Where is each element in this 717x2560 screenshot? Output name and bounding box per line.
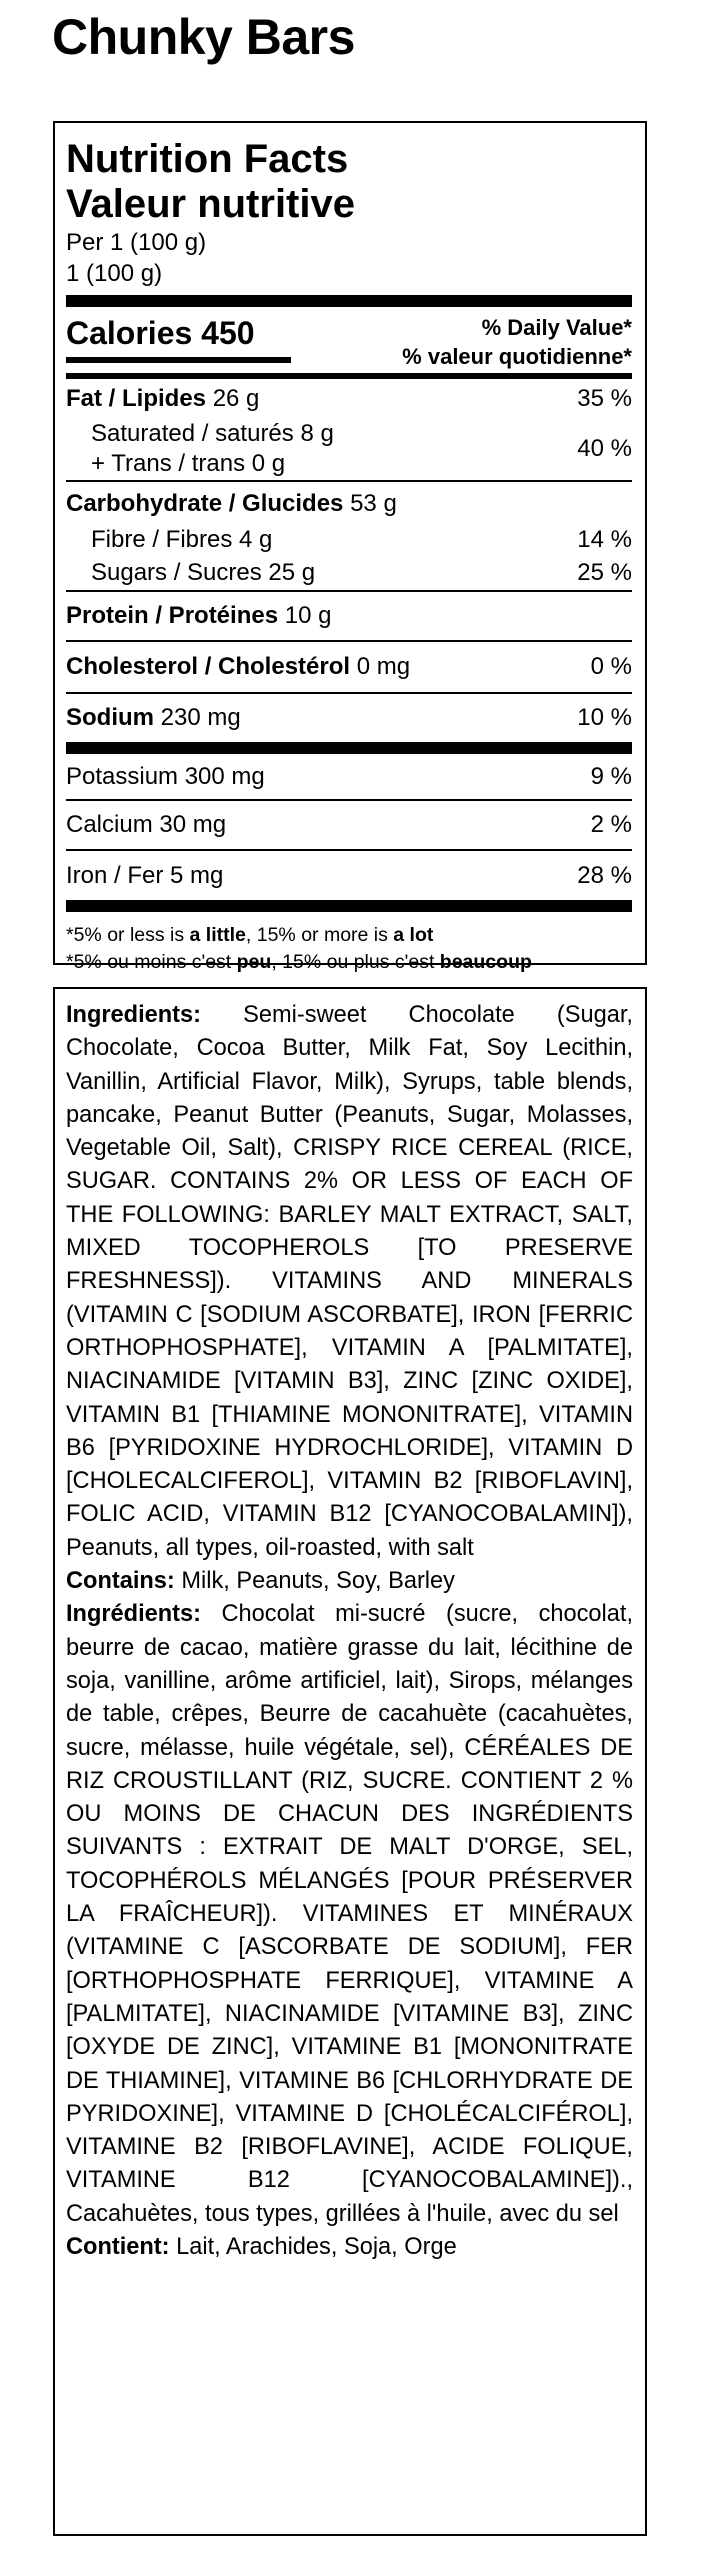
calcium-pct: 2 % [590,811,632,838]
nutrient-row-cholesterol [66,642,632,692]
cholesterol-pct: 0 % [590,653,632,680]
contains-fr [66,2231,633,2264]
ingredients-fr [66,1598,633,2231]
contains-fr-text: Lait, Arachides, Soja, Orge [169,2233,457,2260]
divider-thick [66,900,632,912]
contains-en-text: Milk, Peanuts, Soy, Barley [174,1568,455,1595]
potassium-label: Potassium 300 mg [66,762,265,790]
nutrition-facts-title-fr: Valeur nutritive [66,182,355,226]
nutrient-row-fibre [66,524,632,556]
product-title: Chunky Bars [52,9,355,65]
fat-label: Fat / Lipides [66,384,207,412]
nutrient-row-sugars [66,556,632,590]
daily-value-header-en: % Daily Value* [481,315,632,340]
nutrient-row-fat [66,379,632,418]
sodium-amount: 230 mg [160,704,241,731]
potassium-pct: 9 % [590,762,632,790]
calcium-label: Calcium 30 mg [66,811,227,838]
fibre-label: Fibre / Fibres 4 g [91,526,273,553]
serving-size-alt: 1 (100 g) [66,260,163,287]
saturated-label: Saturated / saturés 8 g [91,420,334,447]
nutrition-facts-title-en: Nutrition Facts [66,137,349,181]
iron-label: Iron / Fer 5 mg [66,861,224,889]
footnote-fr: *5% ou moins c'est peu, 15% ou plus c'est beaucoup [66,951,532,973]
serving-size: Per 1 (100 g) [66,229,207,256]
contains-en-label: Contains: [66,1568,175,1595]
calories-label: Calories 450 [66,315,255,351]
ingredients-en [66,999,633,1565]
fat-pct: 35 % [577,384,632,412]
nutrient-row-potassium [66,754,632,799]
sodium-label: Sodium [66,704,154,731]
trans-label: + Trans / trans 0 g [91,450,286,477]
divider-thick [66,742,632,754]
footnote-en: *5% or less is a little, 15% or more is a lot [66,924,434,946]
nutrition-facts-panel [53,121,647,973]
nutrient-row-saturated [66,418,632,480]
daily-value-header-fr: % valeur quotidienne* [402,344,632,369]
cholesterol-label: Cholesterol / Cholestérol [66,653,351,680]
ingredients-fr-label: Ingrédients: [66,1601,202,1628]
sugars-pct: 25 % [577,559,632,586]
nutrient-row-sodium [66,694,632,742]
ingredients-fr-text: Chocolat mi-sucré (sucre, chocolat, beurre de cacao, matière grasse du lait, lécithine de soja, vanilline, arôme artificiel, lait), Sirops, mélanges de table, crêpes, Beurre de cacahuète (cacahuètes, sucre, mélasse, huile végétale, sel), CÉRÉALES DE RIZ CROUSTILLANT (RIZ, SUCRE. CONTIENT 2 % OU MOINS DE CHACUN DES INGRÉDIENTS SUIVANTS : EXTRAIT DE MALT D'ORGE, SEL, TOCOPHÉROLS MÉLANGÉS [POUR PRÉSERVER LA FRAÎCHEUR]). VITAMINES ET MINÉRAUX (VITAMINE C [ASCORBATE DE SODIUM], FER [ORTHOPHOSPHATE FERRIQUE], VITAMINE A [PALMITATE], NIACINAMIDE [VITAMINE B3], ZINC [OXYDE DE ZINC], VITAMINE B1 [MONONITRATE DE THIAMINE], VITAMINE B6 [CHLORHYDRATE DE PYRIDOXINE], VITAMINE D [CHOLÉCALCIFÉROL], VITAMINE B2 [RIBOFLAVINE], ACIDE FOLIQUE, VITAMINE B12 [CYANOCOBALAMINE])., Cacahuètes, tous types, grillées à l'huile, avec du sel [66,1601,633,2227]
contains-fr-label: Contient: [66,2233,170,2260]
ingredients-en-text: Semi-sweet Chocolate (Sugar, Chocolate, Cocoa Butter, Milk Fat, Soy Lecithin, Vanillin, Artificial Flavor, Milk), Syrups, table blends, pancake, Peanut Butter (Peanuts, Sugar, Molasses, Vegetable Oil, Salt), CRISPY RICE CEREAL (RICE, SUGAR. CONTAINS 2% OR LESS OF EACH OF THE FOLLOWING: BARLEY MALT EXTRACT, SALT, MIXED TOCOPHEROLS [TO PRESERVE FRESHNESS]). VITAMINS AND MINERALS (VITAMIN C [SODIUM ASCORBATE], IRON [FERRIC ORTHOPHOSPHATE], VITAMIN A [PALMITATE], NIACINAMIDE [VITAMIN B3], ZINC [ZINC OXIDE], VITAMIN B1 [THIAMINE MONONITRATE], VITAMIN B6 [PYRIDOXINE HYDROCHLORIDE], VITAMIN D [CHOLECALCIFEROL], VITAMIN B2 [RIBOFLAVIN], FOLIC ACID, VITAMIN B12 [CYANOCOBALAMIN]), Peanuts, all types, oil-roasted, with salt [66,1002,633,1561]
nutrient-row-iron [66,851,632,900]
iron-pct: 28 % [577,861,632,889]
sugars-label: Sugars / Sucres 25 g [91,559,316,586]
contains-en [66,1565,633,1598]
fat-amount: 26 g [212,384,260,412]
calories-row [66,307,632,371]
nutrient-row-protein [66,592,632,640]
calories-block [66,313,291,363]
nutrient-row-calcium [66,801,632,849]
nutrient-row-carbohydrate [66,482,632,524]
carbohydrate-amount: 53 g [350,490,397,517]
protein-label: Protein / Protéines [66,602,279,629]
divider-thick [66,295,632,307]
carbohydrate-label: Carbohydrate / Glucides [66,490,344,517]
calories-underline [66,357,291,363]
daily-value-header [402,313,632,371]
ingredients-panel [53,987,647,2536]
cholesterol-amount: 0 mg [356,653,411,680]
fibre-pct: 14 % [577,526,632,553]
sodium-pct: 10 % [577,704,632,731]
saturated-pct: 40 % [577,435,632,462]
protein-amount: 10 g [284,602,332,629]
ingredients-en-label: Ingredients: [66,1002,202,1028]
footnote [66,912,632,976]
